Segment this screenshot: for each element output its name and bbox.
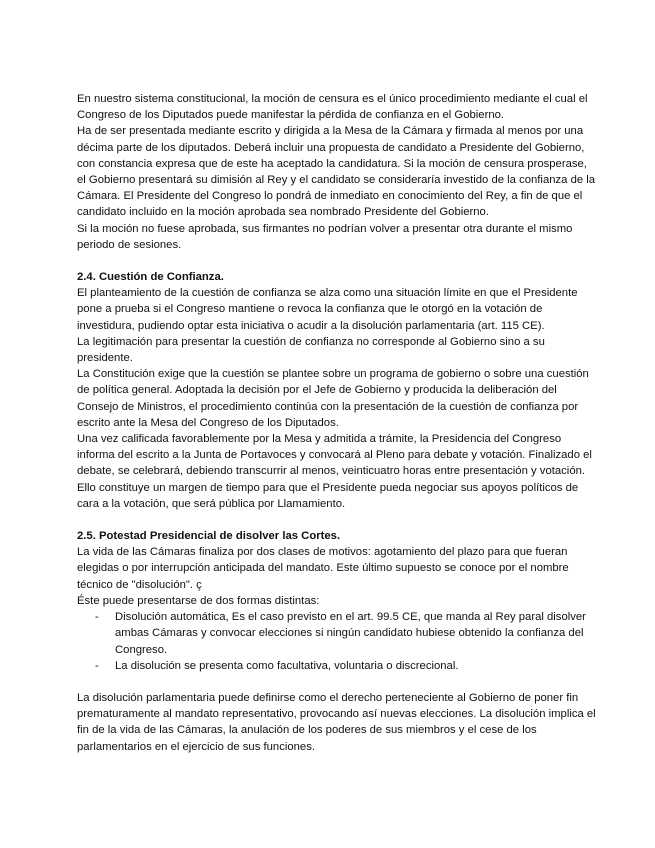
dissolution-types-list — [77, 609, 597, 674]
paragraph: La legitimación para presentar la cuestión de confianza no corresponde al Gobierno sino a su presidente. — [77, 335, 545, 365]
paragraph: La Constitución exige que la cuestión se plantee sobre un programa de gobierno o sobre una cuestión de política general. Adoptada la decisión por el Jefe de Gobierno y producida la deliberación del Consejo de Ministros, el procedimiento continúa con la presentación de la cuestión de confianza por escrito ante la Mesa del Congreso de los Diputados. — [77, 368, 589, 429]
paragraph: Ha de ser presentada mediante escrito y dirigida a la Mesa de la Cámara y firmada al menos por una décima parte de los diputados. Deberá incluir una propuesta de candidato a Presidente del Gobierno, con constancia expresa que de este ha aceptado la candidatura. Si la moción de censura prosperase, el Gobierno presentará su dimisión al Rey y el candidato se consideraría investido de la confianza de la Cámara. El Presidente del Congreso lo pondrá de inmediato en conocimiento del Rey, a fin de que el candidato incluido en la moción aprobada sea nombrado Presidente del Gobierno. — [77, 125, 596, 219]
paragraph: Si la moción no fuese aprobada, sus firmantes no podrían volver a presentar otra durante el mismo periodo de sesiones. — [77, 222, 573, 251]
section-heading-2-5: 2.5. Potestad Presidencial de disolver las Cortes. — [77, 530, 341, 543]
spacer — [77, 253, 597, 269]
paragraph: En nuestro sistema constitucional, la moción de censura es el único procedimiento mediante el cual el Congreso de los Diputados puede manifestar la pérdida de confianza en el Gobierno. — [77, 93, 588, 122]
spacer — [77, 674, 597, 690]
section-heading-2-4: 2.4. Cuestión de Confianza. — [77, 271, 224, 284]
paragraph: Éste puede presentarse de dos formas distintas: — [77, 594, 320, 607]
paragraph: La disolución parlamentaria puede definirse como el derecho perteneciente al Gobierno de poner fin prematuramente al mandato representativo, provocando así nuevas elecciones. La disolución implica el fin de la vida de las Cámaras, la anulación de los poderes de sus miembros y el cese de los parlamentarios en el ejercicio de sus funciones. — [77, 691, 596, 753]
paragraph: El planteamiento de la cuestión de confianza se alza como una situación límite en que el Presidente pone a prueba si el Congreso mantiene o revoca la confianza que le otorgó en la votación de investidura, pudiendo optar esta iniciativa o acudir a la disolución parlamentaria (art. 115 CE). — [77, 287, 578, 332]
paragraph: Una vez calificada favorablemente por la Mesa y admitida a trámite, la Presidencia del Congreso informa del escrito a la Junta de Portavoces y convocará al Pleno para debate y votación. Finalizado el debate, se celebrará, debiendo transcurrir al menos, veinticuatro horas entre presentación y votación. Ello constituye un margen de tiempo para que el Presidente pueda negociar sus apoyos políticos de cara a la votación, que será pública por Llamamiento. — [77, 433, 592, 510]
list-item: - La disolución se presenta como facultativa, voluntaria o discrecional. — [115, 658, 597, 674]
list-item: - Disolución automática, Es el caso previsto en el art. 99.5 CE, que manda al Rey paral disolver ambas Cámaras y convocar elecciones si ningún candidato hubiese obtenido la confianza del Congreso. — [115, 609, 597, 658]
paragraph: La vida de las Cámaras finaliza por dos clases de motivos: agotamiento del plazo para que fueran elegidas o por interrupción anticipada del mandato. Este último supuesto se conoce por el nombre técnico de "disolución". ç — [77, 546, 569, 591]
spacer — [77, 512, 597, 528]
document-body — [77, 91, 597, 755]
